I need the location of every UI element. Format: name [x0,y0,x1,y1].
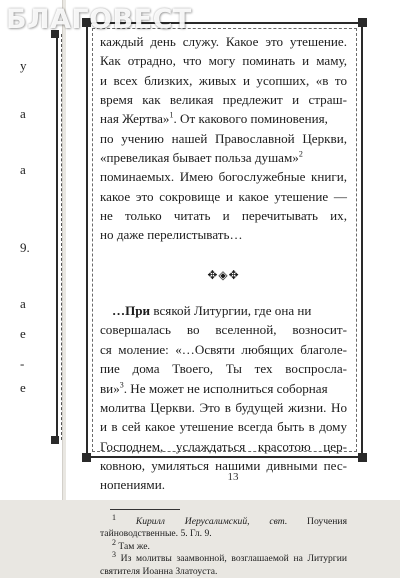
previous-page-fragment: е [20,380,26,395]
text-line: …При всякой Литургии, где она ни [112,303,312,319]
text-line: ковною, умиляться нашими дивными пес- [100,457,347,473]
text-line: Господнем, услаждаться красотою цер- [100,438,347,454]
footnote-ref: 3 [119,380,124,390]
previous-page-fragment: а [20,162,26,177]
text-line: пие дома Твоего, Ты тех воспросла- [100,361,347,377]
previous-page [0,0,63,500]
body-text [100,32,347,578]
section-ornament: ✥◈✥ [207,267,240,282]
footnote-divider [110,509,180,510]
text-line: но даже перелистывать… [100,227,243,243]
previous-page-fragment: а [20,296,26,311]
corner-ornament [358,453,367,462]
text-line: совершалась во вселенной, возносит- [100,322,347,338]
bold-lead: …При [112,303,151,319]
store-watermark: БЛАГОВЕСТ [6,4,192,35]
text-line: нопениями. [100,477,165,493]
footnote-2: $^2$ Там же. [112,537,150,552]
text-line: и в сей какое утешение всегда быть в дому [100,419,347,435]
previous-page-fragment: у [20,58,27,73]
text-line: какое это сокровище и какое утешение — [100,188,347,204]
text-line: Как отрадно, что могу поминать и маму, [100,53,347,69]
previous-page-fragment: а [20,106,26,121]
previous-page-border [6,34,58,440]
previous-page-fragment: 9. [20,240,30,255]
footnote-1: $^1$ Кирилл Иерусалимский, свт. Поучения тайноводственные. 5. Гл. 9. [100,512,347,540]
previous-page-fragment: - [20,356,25,371]
page-number: 13 [227,471,239,483]
text-line: поминаемых. Имею богослужебные книги, [100,169,347,185]
text-line: «превеликая бывает польза душам»$^2$ [100,149,303,166]
book-page [66,0,400,577]
text-line: ся моление: «…Освяти любящих благоле- [100,341,347,357]
text-line: ви»$^3$. Не может не исполниться соборная [100,380,328,396]
text-line: время как великая предлежит и страш- [100,92,347,108]
text-line: молитва Церкви. Это в будущей жизни. Но [100,399,347,415]
corner-ornament [82,453,91,462]
footnote-3: $^3$ Из молитвы заамвонной, возглашаемой на Литургии святителя Иоанна Златоуста. [100,549,348,577]
corner-ornament [358,18,367,27]
text-line: и всех близких, живых и усопших, «в то [100,72,347,88]
text-line: ная Жертва»$^1$. От каковогo поминовения, [100,111,328,127]
previous-page-corner-bottom [51,436,59,444]
text-line: по учению нашей Православной Церкви, [100,130,347,146]
text-line: каждый день служу. Какое это утешение. [100,34,347,49]
previous-page-fragment: е [20,326,26,341]
text-line: не только читать и перечитывать их, [100,208,347,224]
footnote-ref: 1 [169,111,174,121]
footnote-ref: 2 [298,149,303,159]
